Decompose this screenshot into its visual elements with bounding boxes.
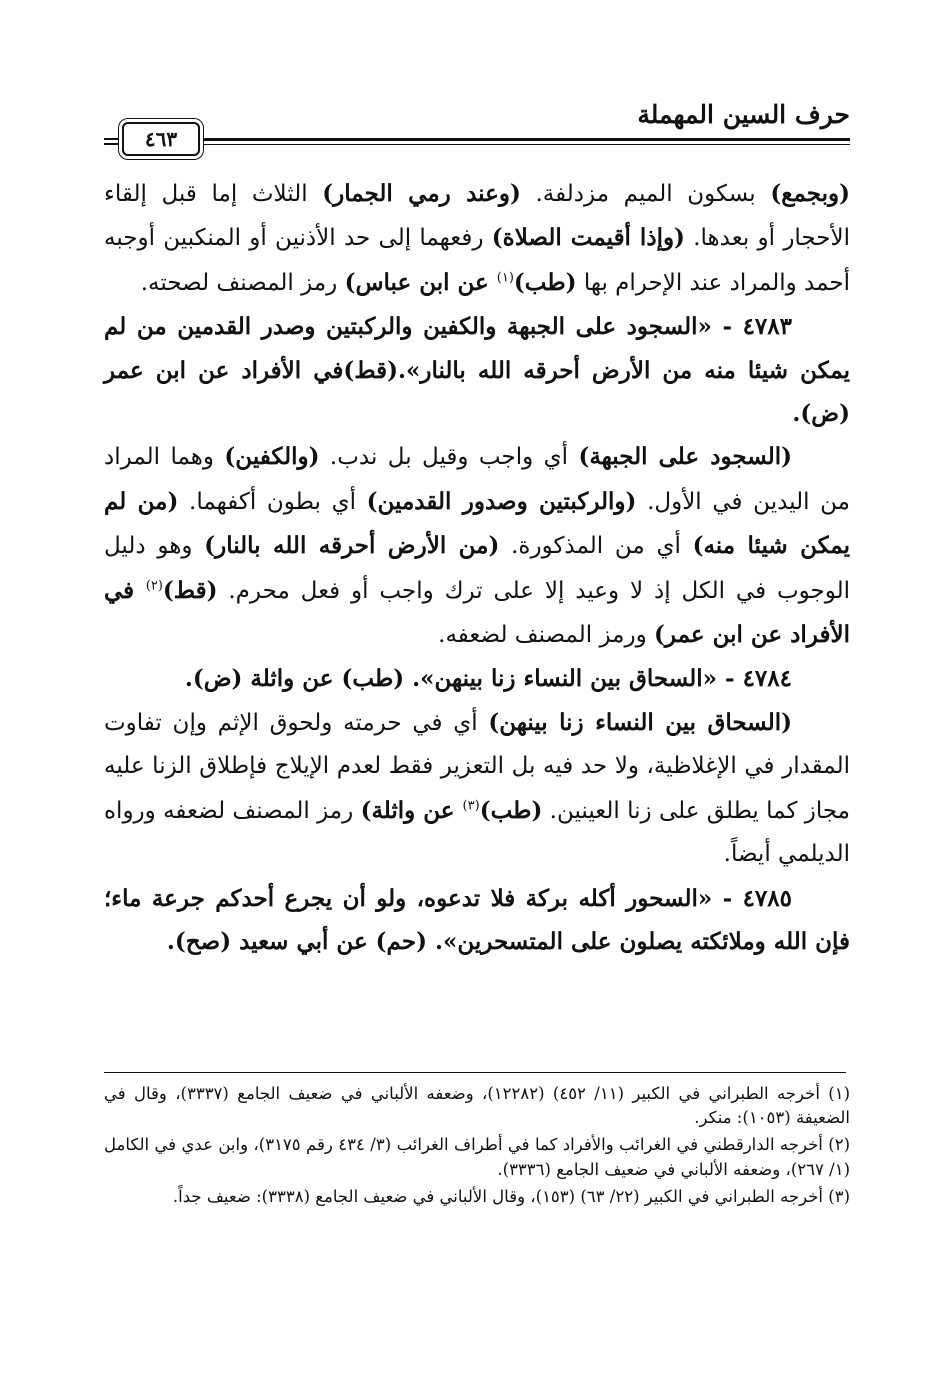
commentary-text: رفعهما إلى حد الأذنين أو المنكبين أوجبه أحمد والمراد عند الإحرام بها: [104, 225, 850, 296]
commentary-paragraph: [104, 701, 850, 877]
footnote-marker[interactable]: (٣): [462, 798, 480, 814]
commentary-text: بسكون الميم مزدلفة.: [520, 181, 771, 207]
commentary-text: أي في حرمته ولحوق الإثم وإن تفاوت المقدار في الإغلاظية، ولا حد فيه بل التعزير فقط لعدم الإيلاج فإطلاق الزنا عليه مجاز كما يطلق على زنا العينين.: [104, 709, 850, 824]
running-header: [104, 98, 850, 158]
commentary-text: الثلاث إما قبل إلقاء الأحجار أو بعدها.: [104, 181, 851, 252]
commentary-text: ورمز المصنف لضعفه.: [438, 622, 655, 649]
commentary-text: رمز المصنف لضعفه ورواه الديلمي أيضاً.: [104, 797, 850, 868]
commentary-text: أي بطون أكفهما.: [178, 488, 367, 515]
header-rule-end: [104, 138, 118, 145]
hadith-4785: ٤٧٨٥ - «السحور أكله بركة فلا تدعوه، ولو أن يجرع أحدكم جرعة ماء؛ فإن الله وملائكته يصلون على المتسحرين». (حم) عن أبي سعيد (صح).: [104, 884, 850, 955]
quoted-term: (والركبتين وصدور القدمين): [366, 487, 637, 515]
chapter-title: حرف السين المهملة: [637, 100, 850, 129]
narrator: عن ابن عباس): [344, 268, 497, 296]
quoted-term: (وإذا أقيمت الصلاة): [491, 224, 685, 252]
footnote-2: (٢) أخرجه الدارقطني في الغرائب والأفراد كما في أطراف الغرائب (٣/ ٤٣٤ رقم ٣١٧٥)، وابن عدي في الكامل (١/ ٢٦٧)، وضعفه الألباني في ضعيف الجامع (٣٣٣٦).: [104, 1135, 851, 1179]
quoted-term: (والكفين): [224, 443, 320, 471]
quoted-term: (السحاق بين النساء زنا بينهن): [488, 708, 792, 736]
hadith-4783: ٤٧٨٣ - «السجود على الجبهة والكفين والركبتين وصدر القدمين من لم يمكن شيئا منه من الأرض أحرقه الله بالنار».(قط)في الأفراد عن ابن عمر (ض).: [104, 313, 850, 428]
footnote-1: (١) أخرجه الطبراني في الكبير (١١/ ٤٥٢) (١٢٢٨٢)، وضعفه الألباني في ضعيف الجامع (٣٣٣٧)، وقال في الضعيفة (١٠٥٣): منكر.: [104, 1084, 850, 1128]
commentary-text: رمز المصنف لصحته.: [140, 269, 345, 296]
commentary-paragraph: [104, 435, 850, 657]
header-rule-thick: [202, 138, 850, 141]
source-code: (طب): [513, 268, 577, 296]
header-rule-thin: [202, 144, 850, 145]
quoted-term: (وبجمع): [770, 180, 850, 207]
quoted-term: (من لم يمكن شيئا منه): [104, 487, 850, 560]
footnote-3: (٣) أخرجه الطبراني في الكبير (٢٢/ ٦٣) (١٥٣)، وقال الألباني في ضعيف الجامع (٣٣٣٨): ضعيف جداً.: [172, 1186, 850, 1206]
footnote-separator: [104, 1072, 846, 1073]
commentary-text: أي من المذكورة.: [499, 533, 693, 560]
footnotes: [104, 1082, 850, 1212]
footnote-marker[interactable]: (١): [496, 270, 514, 286]
footnote-marker[interactable]: (٢): [145, 578, 163, 593]
main-text: [104, 172, 850, 963]
page-number: ٤٦٣: [122, 122, 200, 156]
narrator: في الأفراد عن ابن عمر): [104, 576, 850, 649]
commentary-text: وهو دليل الوجوب في الكل إذ لا وعيد إلا على ترك واجب أو فعل محرم.: [104, 533, 850, 604]
narrator: عن واثلة): [360, 796, 463, 824]
quoted-term: (وعند رمي الجمار): [322, 180, 521, 207]
hadith-4784: ٤٧٨٤ - «السحاق بين النساء زنا بينهن». (طب) عن واثلة (ض).: [184, 665, 792, 693]
quoted-term: (السجود على الجبهة): [578, 443, 792, 471]
source-code: (قط): [162, 576, 218, 604]
commentary-text: وهما المراد من اليدين في الأول.: [104, 444, 850, 515]
commentary-text: أي واجب وقيل بل ندب.: [319, 444, 579, 471]
quoted-term: (من الأرض أحرقه الله بالنار): [204, 532, 500, 560]
source-code: (طب): [479, 796, 543, 824]
commentary-paragraph: [104, 172, 850, 305]
